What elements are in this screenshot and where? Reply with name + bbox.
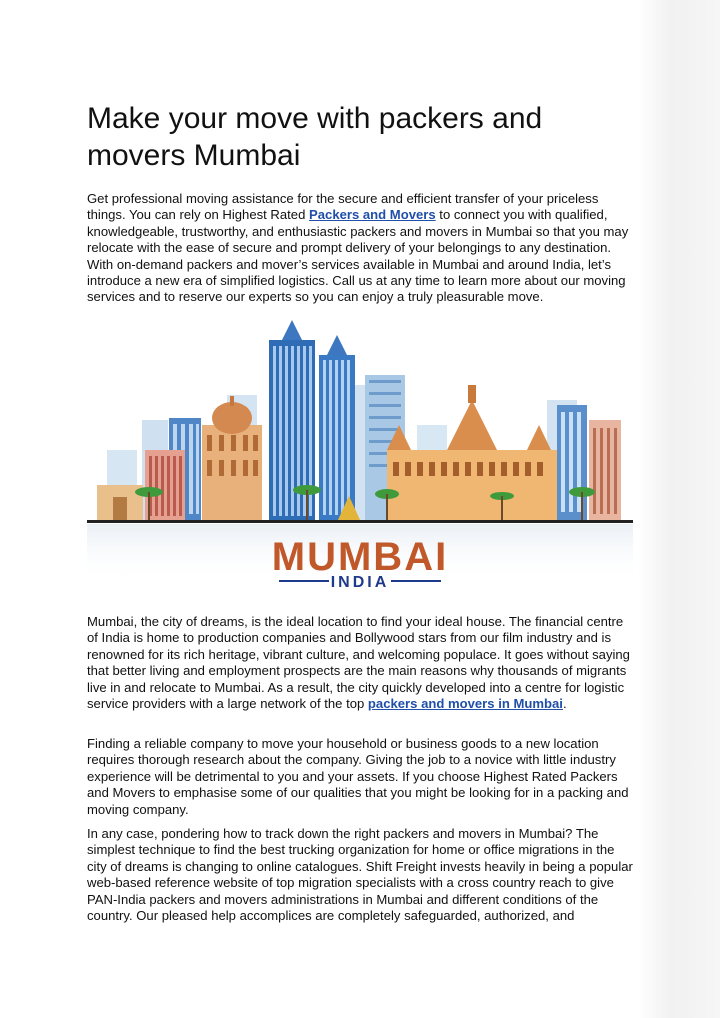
mumbai-skyline-illustration — [87, 300, 633, 602]
mumbai-text-start: Mumbai, the city of dreams, is the ideal location to find your ideal house. The financial centre of India is home to production companies and Bollywood stars from our film industry and is renowned for its rich heritage, vibrant culture, and welcoming populace. It goes without saying that better living and employment prospects are the main reasons why thousands of migrants live in and relocate to Mumbai. As a result, the city quickly developed into a centre for logistic service providers with a large network of the top — [87, 614, 630, 712]
india-subtitle-text: INDIA — [330, 574, 390, 591]
intro-section — [87, 100, 633, 306]
page-edge-shadow — [638, 0, 720, 1018]
intro-text-start: Get professional moving assistance for the secure and efficient transfer of your priceless things. You can rely on Highest Rated — [87, 191, 599, 223]
page-title: Make your move with packers and movers Mumbai — [87, 102, 543, 172]
reliable-company-paragraph: Finding a reliable company to move your household or business goods to a new location requires thorough research about the company. Giving the job to a novice with little industry experience will be detrimental to you and your assets. If you choose Highest Rated Packers and Movers to emphasise some of our qualities that you might be looking for in a packing and moving company. — [87, 736, 629, 817]
mumbai-title-text: MUMBAI — [271, 535, 449, 579]
skyline-graphic — [87, 300, 633, 602]
mumbai-text-end: . — [562, 696, 567, 712]
track-down-paragraph: In any case, pondering how to track down the right packers and movers in Mumbai? The simplest technique to find the best trucking organization for home or office migrations in the city of dreams is changing to online catalogues. Shift Freight invests heavily in being a popular web-based reference website of top migration specialists with a cross country reach to give PAN-India packers and movers administrations in Mumbai and different conditions of the country. Our pleased help accomplices are completely safeguarded, authorized, and — [87, 826, 633, 924]
packers-and-movers-in-mumbai-link[interactable]: packers and movers in Mumbai — [367, 696, 563, 712]
intro-paragraph — [87, 191, 633, 306]
intro-text-end: to connect you with qualified, knowledgeable, trustworthy, and enthusiastic packers and movers in Mumbai so that you may relocate with the ease of secure and prompt delivery of your belongings to any destination. With on-demand packers and mover’s services available in Mumbai and around India, let’s introduce a new era of simplified logistics. Call us at any time to learn more about our moving services and to reserve our experts so you can enjoy a truly pleasurable move. — [87, 207, 629, 305]
packers-and-movers-link[interactable]: Packers and Movers — [309, 207, 436, 223]
mumbai-paragraph — [87, 614, 633, 712]
